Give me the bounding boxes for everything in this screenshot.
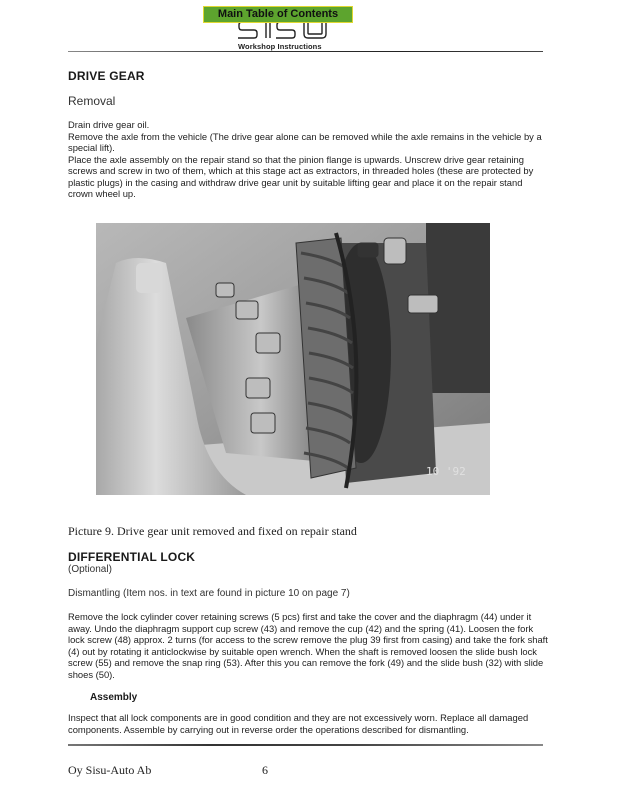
footer-divider [68, 744, 543, 746]
main-table-of-contents-button[interactable]: Main Table of Contents [203, 6, 353, 23]
page-number: 6 [262, 763, 268, 777]
instruction-line: Place the axle assembly on the repair stand so that the pinion flange is upwards. Unscrew drive gear retaining screws and screw in two of them, which at this stage act as extractors, in threaded holes (these are protected by plastic plugs) in the casing and withdraw drive gear unit by suitable lifting gear and place it on the repair stand crown wheel up. [68, 153, 534, 199]
header-divider [68, 51, 543, 52]
dismantling-intro: Dismantling (Item nos. in text are found in picture 10 on page 7) [68, 588, 350, 599]
logo-subtitle: Workshop Instructions [238, 42, 322, 51]
subsection-title-assembly: Assembly [90, 692, 138, 703]
instruction-line: Drain drive gear oil. [68, 119, 150, 130]
photo-date-stamp: 10 '92 [426, 465, 466, 478]
removal-instructions [68, 119, 548, 200]
optional-note: (Optional) [68, 564, 112, 575]
drive-gear-photo-image [96, 223, 490, 495]
assembly-instructions: Inspect that all lock components are in good condition and they are not excessively worn. Replace all damaged components. Assemble by carrying out in reverse order the operations described for dismantling. [68, 712, 529, 735]
section-title-differential-lock: DIFFERENTIAL LOCK [68, 550, 196, 564]
section-title-drive-gear: DRIVE GEAR [68, 69, 145, 83]
footer-company: Oy Sisu-Auto Ab [68, 763, 152, 777]
drive-gear-photo [96, 223, 490, 495]
subsection-title-removal: Removal [68, 94, 116, 108]
dismantling-instructions: Remove the lock cylinder cover retaining screws (5 pcs) first and take the cover and the diaphragm (44) under it away. Undo the diaphragm support cup screw (43) and remove the cup (42) and the spring (41). Loosen the fork lock screw (48) approx. 2 turns (for access to the screw remove the plug 39 first from casing) and take the fork shaft (4) out by rotating it anticlockwise by suitable open wrench. When the shaft is removed loosen the slide bush lock screw (55) and remove the snap ring (53). After this you can remove the fork (49) and the slide bush (32) with slide shoes (50). [68, 611, 548, 680]
figure-caption: Picture 9. Drive gear unit removed and fixed on repair stand [68, 524, 357, 538]
instruction-line: Remove the axle from the vehicle (The drive gear alone can be removed while the axle remains in the vehicle by a special lift). [68, 130, 542, 153]
